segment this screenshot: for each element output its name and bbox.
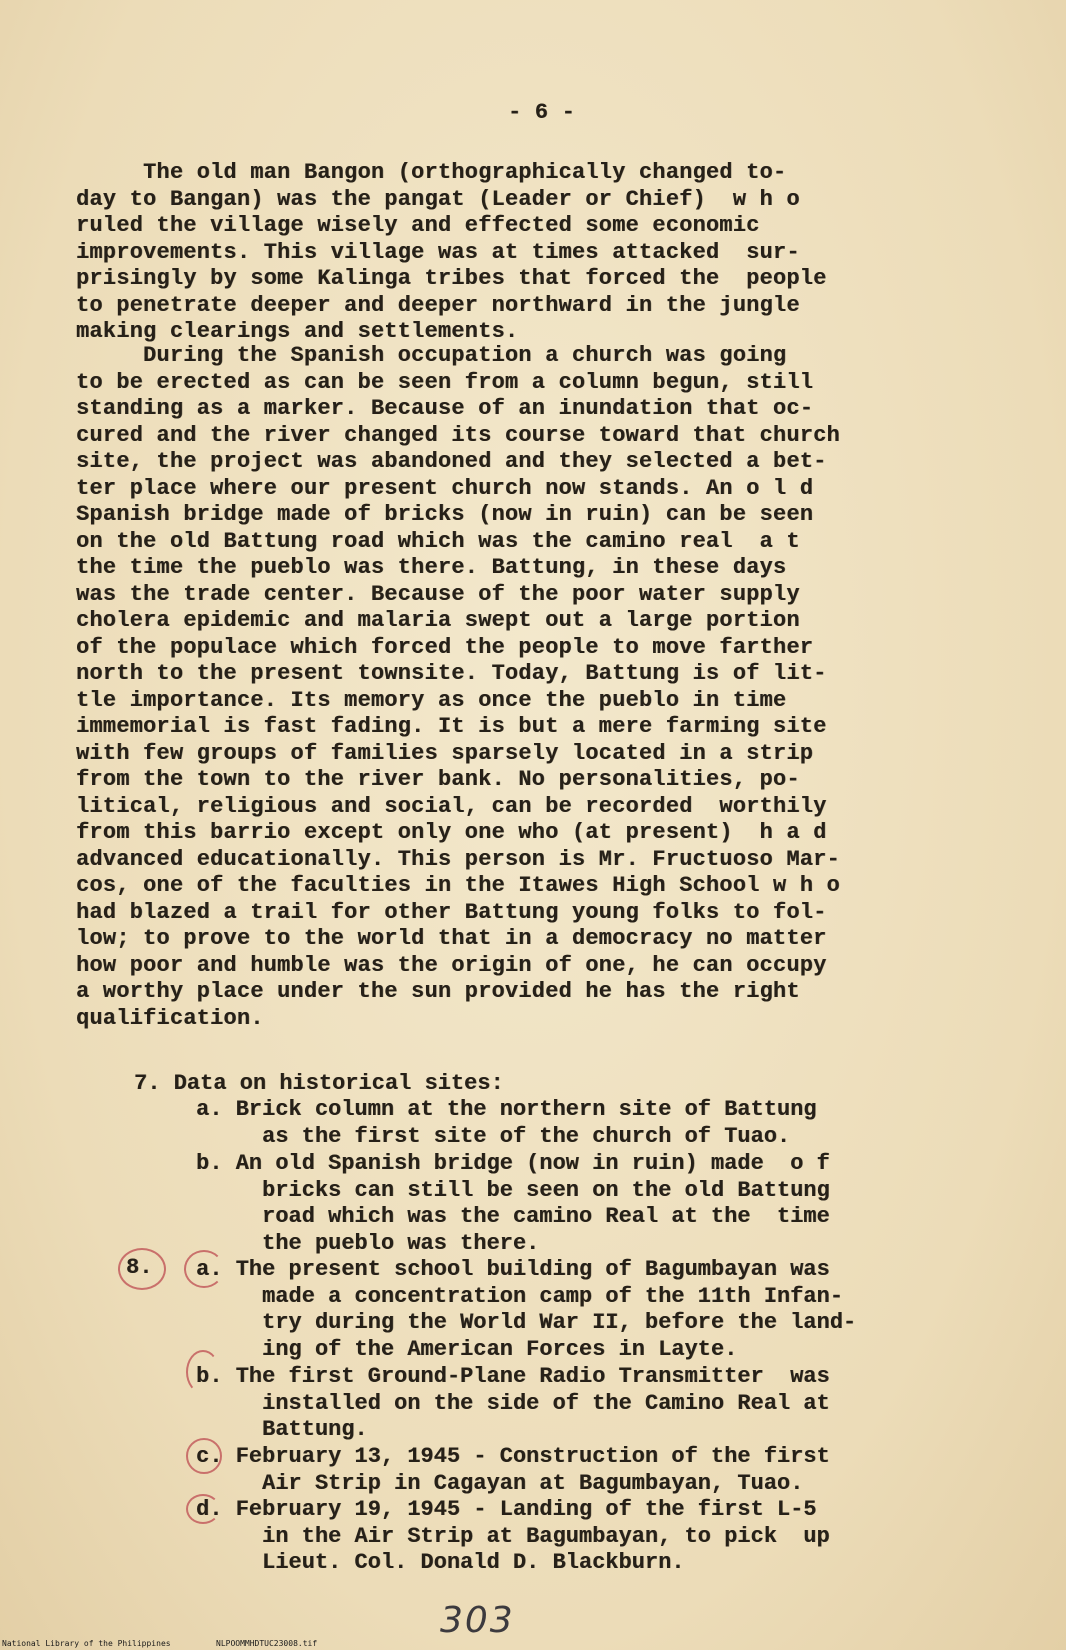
section-7-item-a: a. Brick column at the northern site of Battung as the first site of the church of Tuao. bbox=[196, 1097, 817, 1149]
section-8-item-b: b. The first Ground-Plane Radio Transmitter was installed on the side of the Camino Real at Battung. bbox=[196, 1364, 830, 1442]
footer-file-name: NLPOOMMHDTUC23008.tif bbox=[216, 1639, 318, 1648]
section-7-item-b: b. An old Spanish bridge (now in ruin) made o f bricks can still be seen on the old Battung road which was the camino Real at the time the pueblo was there. bbox=[196, 1151, 830, 1256]
handwritten-archive-number: 303 bbox=[440, 1600, 515, 1641]
paragraph-bangon-history: The old man Bangon (orthographically changed to- day to Bangan) was the pangat (Leader or Chief) w h o ruled the village wisely and effected some economic improvements. This village was at times attacked sur- prisingly by some Kalinga tribes that forced the people to penetrate deeper and deeper northward in the jungle making clearings and settlements. bbox=[76, 160, 827, 344]
section-8-item-a: a. The present school building of Bagumbayan was made a concentration camp of the 11th Infan- try during the World War II, before the land- ing of the American Forces in Layte. bbox=[196, 1257, 857, 1362]
footer-library-name: National Library of the Philippines bbox=[2, 1639, 171, 1648]
paragraph-spanish-occupation: During the Spanish occupation a church was going to be erected as can be seen from a column begun, still standing as a marker. Because of an inundation that oc- cured and the river changed its course toward that church site, the project was abandoned and they selected a bet- ter place where our present church now stands. An o l d Spanish bridge made of bricks (now in ruin) can be seen on the old Battung road which was the camino real a t the time the pueblo was there. Battung, in these days was the trade center. Because of the poor water supply cholera epidemic and malaria swept out a large portion of the populace which forced the people to move farther north to the present townsite. Today, Battung is of lit- tle importance. Its memory as once the pueblo in time immemorial is fast fading. It is but a mere farming site with few groups of families sparsely located in a strip from the town to the river bank. No personalities, po- litical, religious and social, can be recorded worthily from this barrio except only one who (at present) h a d advanced educationally. This person is Mr. Fructuoso Mar- cos, one of the faculties in the Itawes High School w h o had blazed a trail for other Battung young folks to fol- low; to prove to the world that in a democracy no matter how poor and humble was the origin of one, he can occupy a worthy place under the sun provided he has the right qualification. bbox=[76, 343, 840, 1031]
section-8-number: 8. bbox=[126, 1255, 153, 1280]
page-number: - 6 - bbox=[508, 100, 576, 125]
section-8-item-c: c. February 13, 1945 - Construction of the first Air Strip in Cagayan at Bagumbayan, Tuao. bbox=[196, 1444, 830, 1496]
section-7-heading: 7. Data on historical sites: bbox=[134, 1071, 504, 1096]
section-8-item-d: d. February 19, 1945 - Landing of the first L-5 in the Air Strip at Bagumbayan, to pick up Lieut. Col. Donald D. Blackburn. bbox=[196, 1497, 830, 1575]
